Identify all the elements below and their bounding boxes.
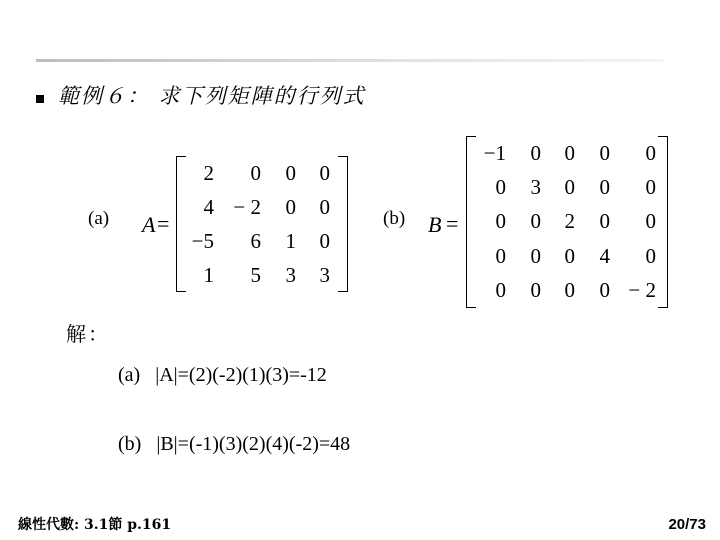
matrix-cell: 0 — [285, 160, 296, 185]
matrix-cell: − 2 — [628, 278, 656, 303]
matrix-cell: 0 — [645, 140, 656, 165]
matrix-cell: 3 — [319, 262, 330, 287]
matrix-b — [466, 136, 668, 308]
matrix-cell: 0 — [645, 175, 656, 200]
matrix-cell: 1 — [203, 262, 214, 287]
solution-line-a: (a) |A|=(2)(-2)(1)(3)=-12 — [118, 364, 327, 386]
matrix-cell: 0 — [599, 278, 610, 303]
matrix-cell: 0 — [319, 228, 330, 253]
matrix-cell: 0 — [319, 194, 330, 219]
matrix-cell: 0 — [564, 243, 575, 268]
matrix-cell: 0 — [564, 278, 575, 303]
part-a-label: (a) — [88, 208, 110, 229]
matrix-cell: 0 — [495, 175, 506, 200]
matrix-cell: 2 — [564, 209, 575, 234]
matrix-cell: 0 — [599, 175, 610, 200]
matrix-cell: − 2 — [233, 194, 261, 219]
matrix-cell: 3 — [530, 175, 541, 200]
matrix-a-cells — [188, 156, 334, 292]
matrix-cell: 0 — [645, 209, 656, 234]
matrix-b-name: B — [428, 212, 442, 237]
title-divider — [36, 59, 664, 62]
left-bracket — [176, 156, 186, 292]
matrix-cell: 3 — [285, 262, 296, 287]
matrix-cell: 1 — [285, 228, 296, 253]
matrix-cell: 0 — [645, 243, 656, 268]
matrix-cell: 0 — [250, 160, 261, 185]
matrix-cell: 0 — [495, 243, 506, 268]
matrix-cell: 6 — [250, 228, 261, 253]
left-bracket — [466, 136, 476, 308]
matrix-a-equals: = — [157, 211, 170, 236]
matrix-a-name: A — [142, 212, 156, 237]
matrix-b-cells — [476, 136, 656, 308]
matrix-cell: 0 — [319, 160, 330, 185]
matrix-cell: 0 — [285, 194, 296, 219]
example-heading: 範例６： 求下列矩陣的行列式 — [58, 84, 366, 108]
matrix-cell: 0 — [495, 278, 506, 303]
solution-line-b: (b) |B|=(-1)(3)(2)(4)(-2)=48 — [118, 433, 351, 455]
matrix-cell: 4 — [203, 194, 214, 219]
matrix-cell: 0 — [530, 209, 541, 234]
matrix-b-equals: = — [446, 211, 459, 236]
page-number: 20/73 — [668, 516, 706, 533]
matrix-cell: 0 — [530, 243, 541, 268]
matrix-cell: 0 — [564, 175, 575, 200]
solution-label: 解： — [66, 322, 110, 346]
source-reference: 線性代數: 3.1節 p.161 — [18, 517, 172, 533]
matrix-cell: −1 — [483, 140, 506, 165]
matrix-a — [176, 156, 348, 292]
matrix-cell: 0 — [599, 209, 610, 234]
matrix-cell: 0 — [495, 209, 506, 234]
matrix-cell: 0 — [599, 140, 610, 165]
matrix-cell: −5 — [191, 228, 214, 253]
matrix-cell: 4 — [599, 243, 610, 268]
right-bracket — [338, 156, 348, 292]
matrix-cell: 2 — [203, 160, 214, 185]
right-bracket — [658, 136, 668, 308]
matrix-cell: 0 — [530, 140, 541, 165]
matrix-cell: 0 — [530, 278, 541, 303]
matrix-cell: 0 — [564, 140, 575, 165]
matrix-cell: 5 — [250, 262, 261, 287]
part-b-label: (b) — [383, 208, 406, 229]
bullet-icon — [36, 95, 44, 103]
